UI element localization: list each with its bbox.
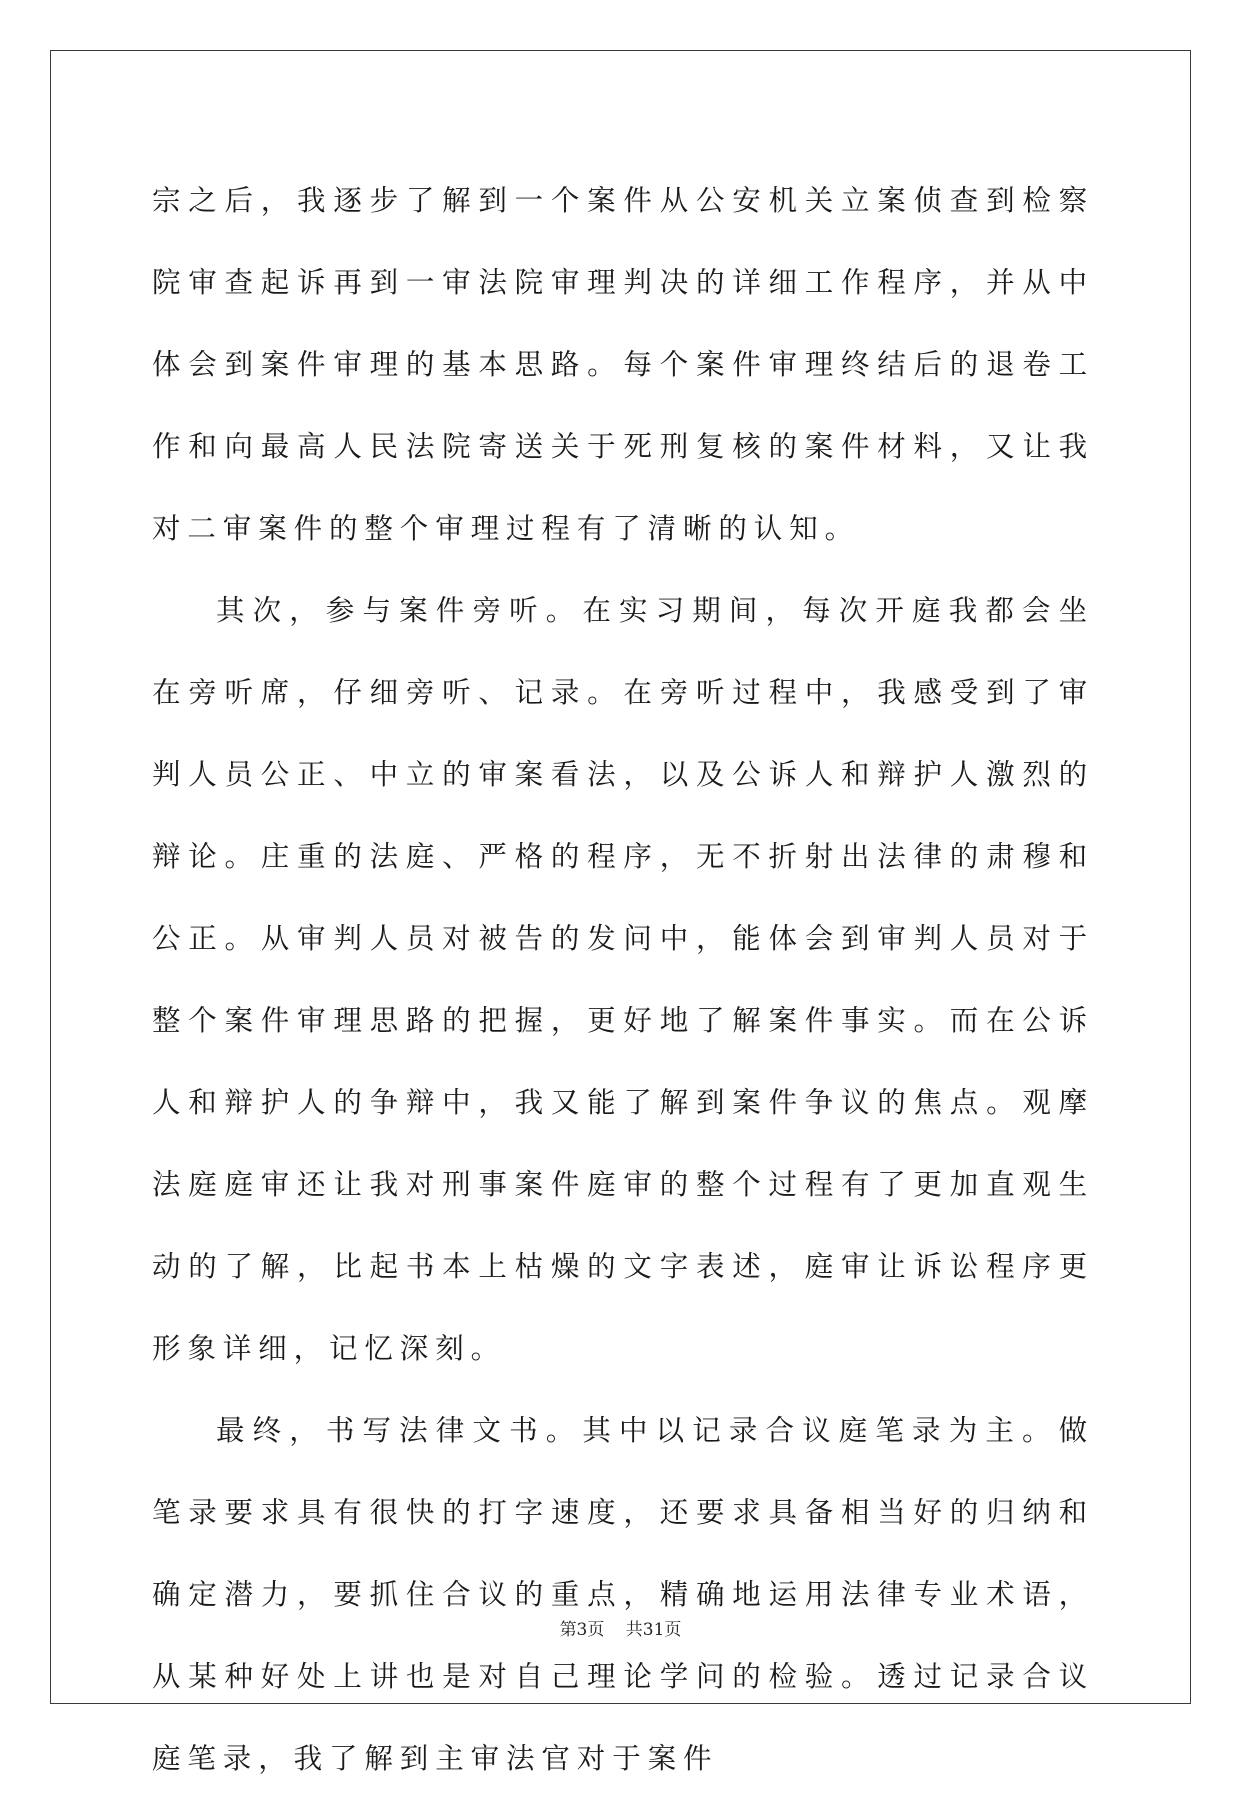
page-number: 第3页 (559, 1620, 605, 1640)
paragraph-1: 宗之后，我逐步了解到一个案件从公安机关立案侦查到检察院审查起诉再到一审法院审理判决的详细工作程序，并从中体会到案件审理的基本思路。每个案件审理终结后的退卷工作和向最高人民法院寄送关于死刑复核的案件材料，又让我对二审案件的整个审理过程有了清晰的认知。 (152, 184, 1094, 545)
paragraph-2: 其次，参与案件旁听。在实习期间，每次开庭我都会坐在旁听席，仔细旁听、记录。在旁听过程中，我感受到了审判人员公正、中立的审案看法，以及公诉人和辩护人激烈的辩论。庄重的法庭、严格的程序，无不折射出法律的肃穆和公正。从审判人员对被告的发问中，能体会到审判人员对于整个案件审理思路的把握，更好地了解案件事实。而在公诉人和辩护人的争辩中，我又能了解到案件争议的焦点。观摩法庭庭审还让我对刑事案件庭审的整个过程有了更加直观生动的了解，比起书本上枯燥的文字表述，庭审让诉讼程序更形象详细，记忆深刻。 (152, 594, 1094, 1365)
page-footer (0, 1615, 1241, 1640)
page-total: 共31页 (625, 1620, 682, 1640)
document-body (152, 160, 1094, 1800)
paragraph-3: 最终，书写法律文书。其中以记录合议庭笔录为主。做笔录要求具有很快的打字速度，还要求具备相当好的归纳和确定潜力，要抓住合议的重点，精确地运用法律专业术语，从某种好处上讲也是对自己理论学问的检验。透过记录合议庭笔录，我了解到主审法官对于案件 (152, 1414, 1094, 1775)
